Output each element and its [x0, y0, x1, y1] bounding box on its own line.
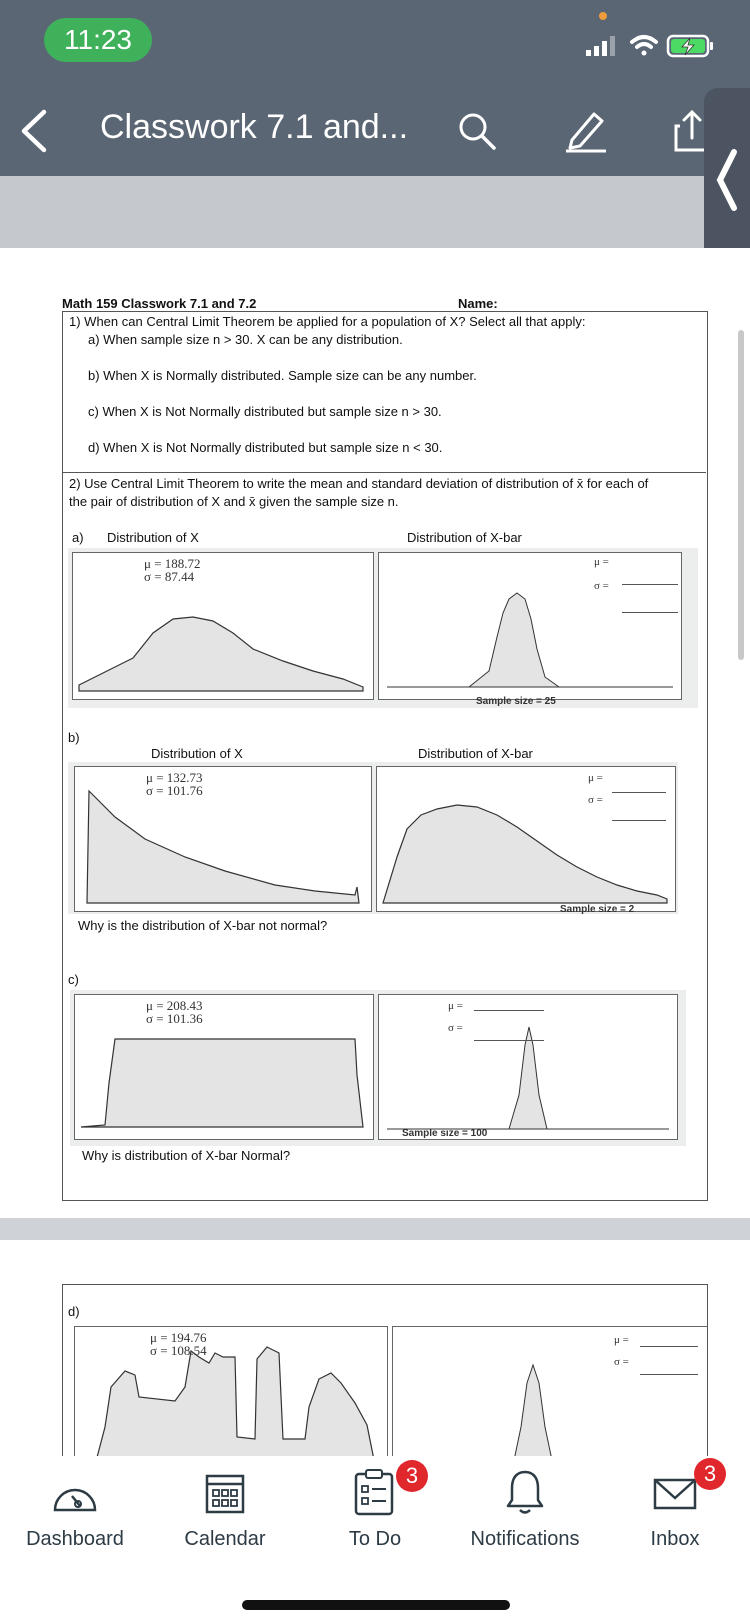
wifi-icon [632, 37, 656, 56]
answer-line [640, 1346, 698, 1347]
answer-line [622, 584, 678, 585]
document-gutter [0, 176, 750, 248]
calendar-icon [204, 1470, 246, 1516]
mail-icon [652, 1476, 698, 1512]
q1-option-d: d) When X is Not Normally distributed but sample size n < 30. [88, 440, 443, 455]
part-d-dist-x-chart [74, 1326, 388, 1465]
page-title: Classwork 7.1 and... [100, 108, 409, 146]
answer-line [612, 820, 666, 821]
part-b-mu-xbar: μ = [588, 772, 603, 784]
part-c-label: c) [68, 972, 79, 987]
q2-prompt-line1: 2) Use Central Limit Theorem to write the mean and standard deviation of distribution of x̄ for each of [69, 476, 649, 491]
part-a-sample-size: Sample size = 25 [476, 696, 556, 707]
nav-notifications-label: Notifications [470, 1528, 580, 1550]
part-c-sigma: σ = 101.36 [146, 1011, 203, 1026]
part-a-dist-x-label: Distribution of X [107, 530, 199, 545]
part-c-question: Why is distribution of X-bar Normal? [82, 1148, 291, 1163]
part-a-sigma-xbar: σ = [594, 580, 609, 592]
answer-line [474, 1010, 544, 1011]
dist-xbar-curve [379, 553, 681, 699]
nav-dashboard[interactable] [0, 1456, 150, 1556]
part-a-mu: μ = 188.72 [144, 556, 201, 571]
nav-calendar-label: Calendar [184, 1528, 266, 1550]
part-a-dist-xbar-chart [378, 552, 682, 700]
page-separator [0, 1218, 750, 1240]
part-d-sigma-xbar: σ = [614, 1356, 629, 1368]
orange-dot [599, 12, 607, 20]
todo-icon [352, 1466, 396, 1518]
dist-x-curve [75, 1327, 387, 1465]
search-icon [456, 110, 498, 152]
bell-icon [504, 1468, 546, 1516]
part-c-mu-xbar: μ = [448, 1000, 463, 1012]
nav-notifications[interactable] [450, 1456, 600, 1556]
nav-dashboard-label: Dashboard [26, 1528, 124, 1550]
part-a-dist-x-chart [72, 552, 374, 700]
nav-todo[interactable] [300, 1456, 450, 1556]
part-c-dist-x-chart [74, 994, 374, 1140]
answer-line [612, 792, 666, 793]
part-b-dist-xbar-label: Distribution of X-bar [418, 746, 533, 761]
pen-icon [562, 106, 610, 154]
todo-badge: 3 [396, 1460, 428, 1492]
dist-xbar-curve [379, 995, 677, 1139]
bottom-nav [0, 1456, 750, 1624]
q1-option-b: b) When X is Normally distributed. Sample size can be any number. [88, 368, 477, 383]
dist-x-curve [75, 995, 373, 1139]
part-d-label: d) [68, 1304, 80, 1319]
part-c-sigma-xbar: σ = [448, 1022, 463, 1034]
doc-title: Math 159 Classwork 7.1 and 7.2 [62, 296, 257, 311]
dist-x-curve [73, 553, 373, 699]
battery-charging-icon [668, 36, 713, 56]
part-b-dist-xbar-chart [376, 766, 676, 912]
nav-calendar[interactable] [150, 1456, 300, 1556]
cellular-signal-icon [586, 36, 615, 56]
dashboard-icon [50, 1474, 100, 1516]
q1-option-a: a) When sample size n > 30. X can be any distribution. [88, 332, 403, 347]
dist-xbar-curve [393, 1327, 707, 1465]
part-a-dist-xbar-label: Distribution of X-bar [407, 530, 522, 545]
q1-option-c: c) When X is Not Normally distributed but sample size n > 30. [88, 404, 442, 419]
part-b-dist-x-chart [74, 766, 372, 912]
part-c-sample-size: Sample size = 100 [402, 1128, 488, 1139]
back-button[interactable] [14, 108, 54, 154]
search-button[interactable] [456, 110, 498, 152]
part-a-label: a) [72, 530, 84, 545]
q2-prompt-line2: the pair of distribution of X and x̄ given the sample size n. [69, 494, 399, 509]
part-d-mu-xbar: μ = [614, 1334, 629, 1346]
name-label: Name: [458, 296, 498, 311]
nav-todo-label: To Do [348, 1528, 402, 1550]
q1-prompt: 1) When can Central Limit Theorem be applied for a population of X? Select all that apply: [69, 314, 586, 329]
part-b-mu: μ = 132.73 [146, 770, 203, 785]
chevron-left-icon [14, 108, 54, 154]
answer-line [474, 1040, 544, 1041]
status-time: 11:23 [44, 18, 152, 62]
divider [62, 472, 706, 473]
part-b-sample-size: Sample size = 2 [560, 904, 635, 915]
home-indicator[interactable] [242, 1600, 510, 1610]
status-icons [572, 24, 722, 64]
dist-xbar-curve [377, 767, 675, 911]
part-b-sigma: σ = 101.76 [146, 783, 203, 798]
nav-inbox[interactable] [600, 1456, 750, 1556]
scroll-indicator[interactable] [738, 330, 744, 660]
part-b-dist-x-label: Distribution of X [151, 746, 243, 761]
dist-x-curve [75, 767, 371, 911]
part-a-sigma: σ = 87.44 [144, 569, 195, 584]
part-a-mu-xbar: μ = [594, 556, 609, 568]
part-c-mu: μ = 208.43 [146, 998, 203, 1013]
inbox-badge: 3 [694, 1458, 726, 1490]
annotate-button[interactable] [562, 106, 610, 154]
part-d-sigma: σ = 108.54 [150, 1343, 207, 1358]
part-c-dist-xbar-chart [378, 994, 678, 1140]
part-d-mu: μ = 194.76 [150, 1330, 207, 1345]
answer-line [622, 612, 678, 613]
part-b-question: Why is the distribution of X-bar not normal? [78, 918, 328, 933]
part-b-label: b) [68, 730, 80, 745]
part-b-sigma-xbar: σ = [588, 794, 603, 806]
nav-inbox-label: Inbox [650, 1528, 700, 1550]
answer-line [640, 1374, 698, 1375]
